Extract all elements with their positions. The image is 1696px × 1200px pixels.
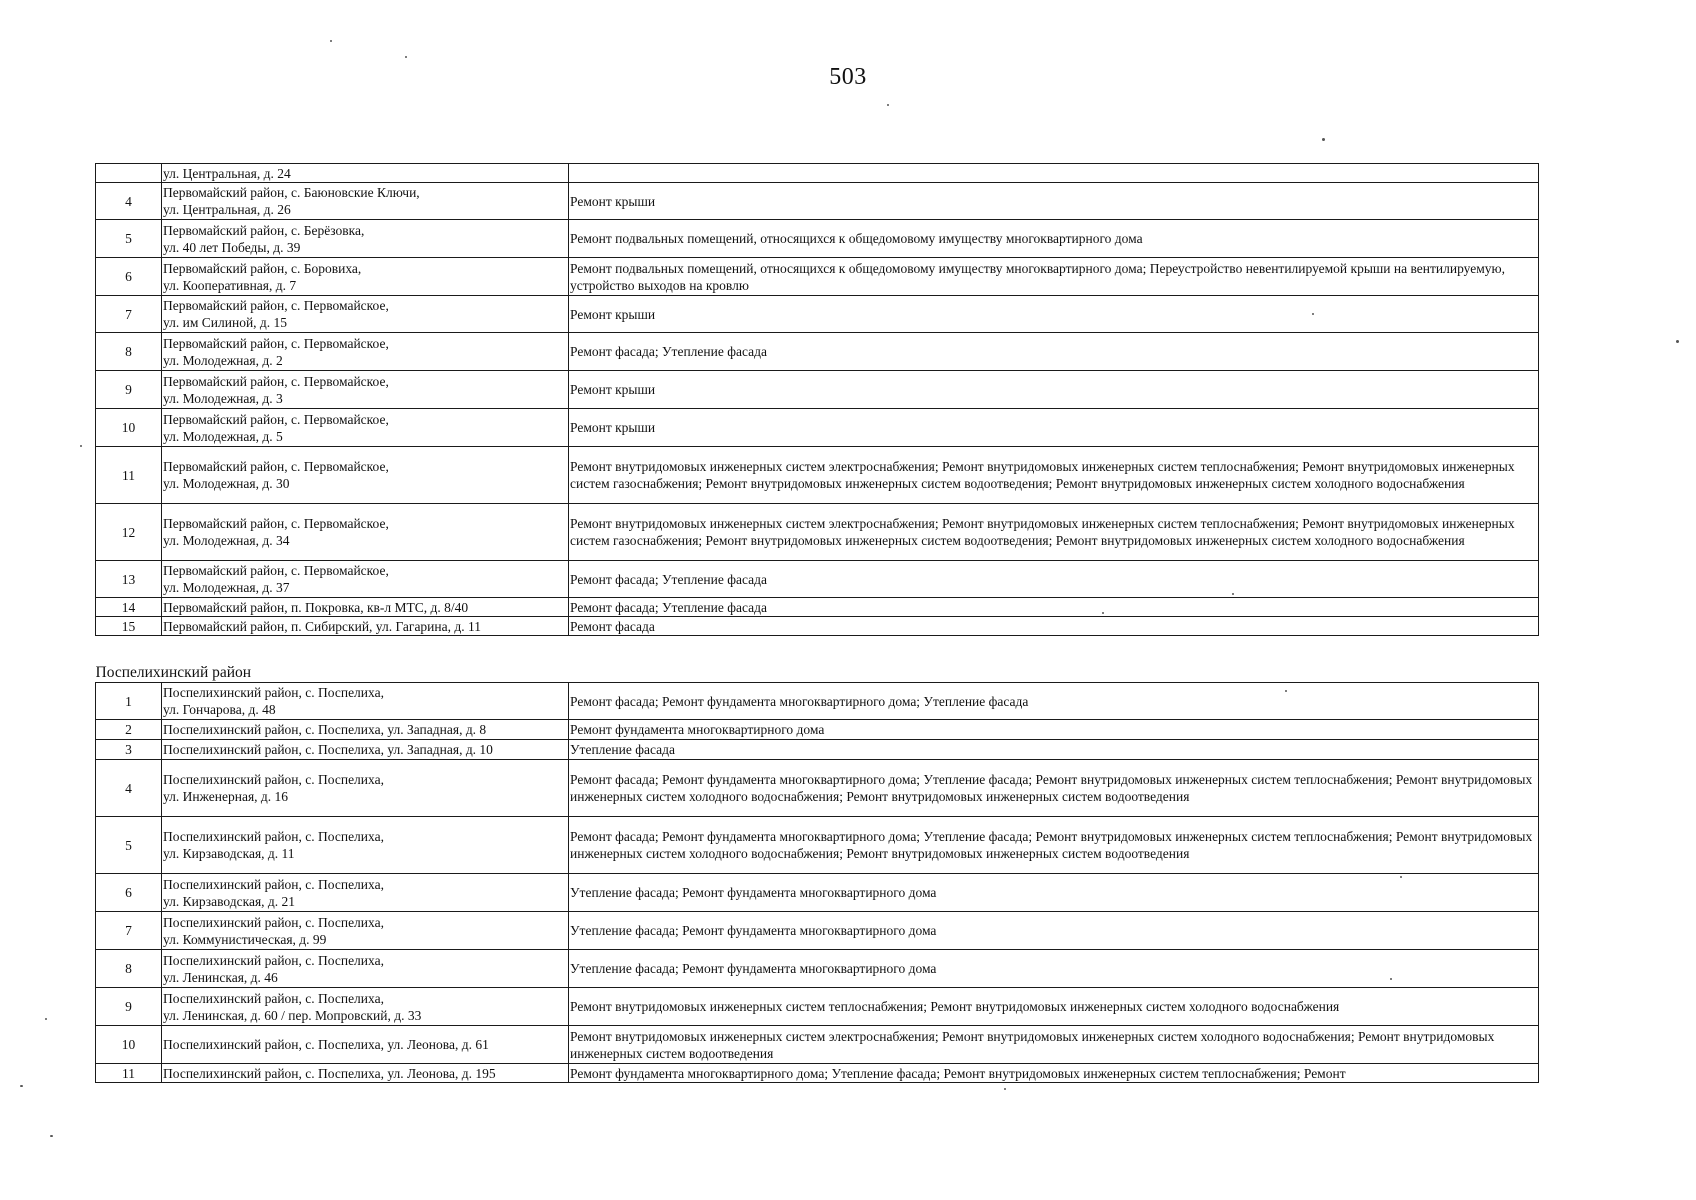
work-type-cell: Ремонт подвальных помещений, относящихся к общедомовому имуществу многоквартирного дома; Переустройство невентилируемой крыши на вентилируемую, устройство выходов на кровлю (569, 258, 1539, 296)
table-row (96, 371, 1539, 409)
work-type-cell: Ремонт фундамента многоквартирного дома (569, 720, 1539, 740)
work-type-cell: Ремонт внутридомовых инженерных систем теплоснабжения; Ремонт внутридомовых инженерных систем холодного водоснабжения (569, 988, 1539, 1026)
row-number: 11 (96, 1064, 162, 1083)
work-type-cell: Ремонт внутридомовых инженерных систем электроснабжения; Ремонт внутридомовых инженерных систем теплоснабжения; Ремонт внутридомовых инженерных систем газоснабжения; Ремонт внутридомовых инженерных систем водоотведения; Ремонт внутридомовых инженерных систем холодного водоснабжения (569, 504, 1539, 561)
work-type-cell: Ремонт крыши (569, 409, 1539, 447)
address-line-1: Поспелихинский район, с. Поспелиха, (163, 914, 384, 930)
row-number: 4 (96, 183, 162, 220)
row-number: 13 (96, 561, 162, 598)
address-cell (162, 1064, 569, 1083)
work-type-cell: Ремонт фасада; Ремонт фундамента многоквартирного дома; Утепление фасада; Ремонт внутридомовых инженерных систем теплоснабжения; Ремонт внутридомовых инженерных систем холодного водоснабжения; Ремонт внутридомовых инженерных систем водоотведения (569, 817, 1539, 874)
address-cell (162, 617, 569, 636)
table-row (96, 817, 1539, 874)
row-number: 11 (96, 447, 162, 504)
address-line-1: Поспелихинский район, с. Поспелиха, ул. Леонова, д. 61 (163, 1037, 489, 1052)
address-cell (162, 874, 569, 912)
address-cell (162, 164, 569, 183)
work-type-cell: Ремонт фундамента многоквартирного дома; Утепление фасада; Ремонт внутридомовых инженерных систем теплоснабжения; Ремонт (569, 1064, 1539, 1083)
work-type-cell: Ремонт фасада; Ремонт фундамента многоквартирного дома; Утепление фасада (569, 683, 1539, 720)
address-cell (162, 598, 569, 617)
work-type-cell: Ремонт крыши (569, 183, 1539, 220)
work-type-cell: Ремонт фасада; Утепление фасада (569, 561, 1539, 598)
row-number: 14 (96, 598, 162, 617)
address-line-2: ул. Гончарова, д. 48 (163, 702, 276, 717)
address-line-1: Первомайский район, с. Первомайское, (163, 298, 389, 313)
row-number: 12 (96, 504, 162, 561)
row-number: 6 (96, 874, 162, 912)
row-number: 9 (96, 988, 162, 1026)
table-row (96, 1064, 1539, 1083)
table-row (96, 760, 1539, 817)
address-line-2: ул. Центральная, д. 26 (163, 202, 291, 217)
address-line-1: Поспелихинский район, с. Поспелиха, (163, 876, 384, 892)
table-row (96, 950, 1539, 988)
table-row (96, 333, 1539, 371)
address-line-1: Первомайский район, п. Сибирский, ул. Гагарина, д. 11 (163, 618, 481, 634)
address-cell (162, 740, 569, 760)
repair-table (95, 163, 1539, 1083)
work-type-cell: Ремонт фасада; Утепление фасада (569, 333, 1539, 371)
row-number: 2 (96, 720, 162, 740)
address-line-1: Первомайский район, с. Первомайское, (163, 373, 389, 389)
address-cell (162, 447, 569, 504)
address-cell (162, 1026, 569, 1064)
address-line-1: ул. Центральная, д. 24 (163, 165, 291, 181)
address-cell (162, 720, 569, 740)
table-row (96, 258, 1539, 296)
address-line-2: ул. Кирзаводская, д. 21 (163, 893, 296, 909)
work-type-cell: Ремонт внутридомовых инженерных систем электроснабжения; Ремонт внутридомовых инженерных систем холодного водоснабжения; Ремонт внутридомовых инженерных систем водоотведения (569, 1026, 1539, 1064)
address-cell (162, 504, 569, 561)
table-row (96, 409, 1539, 447)
table-row (96, 874, 1539, 912)
row-number: 8 (96, 333, 162, 371)
address-line-2: ул. Кооперативная, д. 7 (163, 277, 297, 293)
address-line-1: Поспелихинский район, с. Поспелиха, ул. Западная, д. 8 (163, 722, 487, 737)
address-line-1: Первомайский район, с. Первомайское, (163, 411, 389, 427)
work-type-cell: Утепление фасада (569, 740, 1539, 760)
row-number: 8 (96, 950, 162, 988)
work-type-cell (569, 164, 1539, 183)
address-line-1: Первомайский район, п. Покровка, кв-л МТС, д. 8/40 (163, 599, 469, 615)
table-row (96, 296, 1539, 333)
work-type-cell: Ремонт крыши (569, 371, 1539, 409)
address-cell (162, 296, 569, 333)
row-number: 3 (96, 740, 162, 760)
table-row (96, 988, 1539, 1026)
address-line-2: ул. Молодежная, д. 3 (163, 390, 283, 406)
table-row (96, 447, 1539, 504)
table-row (96, 598, 1539, 617)
address-cell (162, 220, 569, 258)
table-row (96, 220, 1539, 258)
section-title: Поспелихинский район (96, 636, 1539, 683)
row-number: 4 (96, 760, 162, 817)
work-type-cell: Ремонт фасада; Утепление фасада (569, 598, 1539, 617)
table-row (96, 617, 1539, 636)
table-row (96, 561, 1539, 598)
address-line-2: ул. Молодежная, д. 34 (163, 533, 290, 548)
work-type-cell: Утепление фасада; Ремонт фундамента многоквартирного дома (569, 874, 1539, 912)
address-cell (162, 371, 569, 409)
address-cell (162, 950, 569, 988)
table-row (96, 1026, 1539, 1064)
address-cell (162, 760, 569, 817)
row-number: 15 (96, 617, 162, 636)
row-number: 7 (96, 296, 162, 333)
table-row (96, 720, 1539, 740)
address-line-1: Поспелихинский район, с. Поспелиха, (163, 990, 384, 1006)
address-line-1: Поспелихинский район, с. Поспелиха, (163, 685, 384, 700)
address-line-1: Первомайский район, с. Берёзовка, (163, 222, 365, 238)
address-cell (162, 333, 569, 371)
address-line-2: ул. Молодежная, д. 2 (163, 352, 283, 368)
address-cell (162, 409, 569, 447)
page-number: 503 (829, 64, 867, 90)
row-number: 9 (96, 371, 162, 409)
address-line-1: Первомайский район, с. Боровиха, (163, 260, 362, 276)
address-cell (162, 988, 569, 1026)
address-line-2: ул. 40 лет Победы, д. 39 (163, 239, 301, 255)
address-line-2: ул. Молодежная, д. 37 (163, 580, 290, 595)
row-number: 6 (96, 258, 162, 296)
address-line-1: Первомайский район, с. Первомайское, (163, 563, 389, 578)
work-type-cell: Ремонт крыши (569, 296, 1539, 333)
address-line-1: Первомайский район, с. Первомайское, (163, 459, 389, 474)
address-line-2: ул. Коммунистическая, д. 99 (163, 931, 327, 947)
address-line-1: Поспелихинский район, с. Поспелиха, ул. Западная, д. 10 (163, 742, 493, 757)
work-type-cell: Утепление фасада; Ремонт фундамента многоквартирного дома (569, 912, 1539, 950)
address-cell (162, 817, 569, 874)
address-cell (162, 561, 569, 598)
table-row (96, 683, 1539, 720)
address-line-2: ул. Молодежная, д. 5 (163, 428, 283, 444)
row-number: 10 (96, 1026, 162, 1064)
address-line-2: ул. Инженерная, д. 16 (163, 789, 289, 804)
address-cell (162, 912, 569, 950)
address-line-1: Поспелихинский район, с. Поспелиха, (163, 952, 384, 968)
work-type-cell: Ремонт внутридомовых инженерных систем электроснабжения; Ремонт внутридомовых инженерных систем теплоснабжения; Ремонт внутридомовых инженерных систем газоснабжения; Ремонт внутридомовых инженерных систем водоотведения; Ремонт внутридомовых инженерных систем холодного водоснабжения (569, 447, 1539, 504)
address-line-2: ул. им Силиной, д. 15 (163, 315, 288, 330)
address-line-2: ул. Молодежная, д. 30 (163, 476, 290, 491)
table-row (96, 504, 1539, 561)
section-row (96, 636, 1539, 683)
address-line-1: Первомайский район, с. Первомайское, (163, 335, 389, 351)
table-row (96, 183, 1539, 220)
address-line-1: Поспелихинский район, с. Поспелиха, ул. Леонова, д. 195 (163, 1065, 496, 1081)
address-line-2: ул. Ленинская, д. 46 (163, 969, 278, 985)
address-line-1: Первомайский район, с. Первомайское, (163, 516, 389, 531)
table-row (96, 164, 1539, 183)
address-line-1: Поспелихинский район, с. Поспелиха, (163, 829, 384, 844)
work-type-cell: Ремонт фасада; Ремонт фундамента многоквартирного дома; Утепление фасада; Ремонт внутридомовых инженерных систем теплоснабжения; Ремонт внутридомовых инженерных систем холодного водоснабжения; Ремонт внутридомовых инженерных систем водоотведения (569, 760, 1539, 817)
address-line-2: ул. Ленинская, д. 60 / пер. Мопровский, д. 33 (163, 1007, 422, 1023)
row-number (96, 164, 162, 183)
address-cell (162, 683, 569, 720)
address-line-2: ул. Кирзаводская, д. 11 (163, 846, 295, 861)
row-number: 5 (96, 220, 162, 258)
address-cell (162, 258, 569, 296)
row-number: 1 (96, 683, 162, 720)
address-cell (162, 183, 569, 220)
work-type-cell: Ремонт фасада (569, 617, 1539, 636)
work-type-cell: Утепление фасада; Ремонт фундамента многоквартирного дома (569, 950, 1539, 988)
row-number: 7 (96, 912, 162, 950)
work-type-cell: Ремонт подвальных помещений, относящихся к общедомовому имуществу многоквартирного дома (569, 220, 1539, 258)
address-line-1: Поспелихинский район, с. Поспелиха, (163, 772, 384, 787)
table-row (96, 912, 1539, 950)
row-number: 10 (96, 409, 162, 447)
row-number: 5 (96, 817, 162, 874)
address-line-1: Первомайский район, с. Баюновские Ключи, (163, 185, 420, 200)
table-row (96, 740, 1539, 760)
